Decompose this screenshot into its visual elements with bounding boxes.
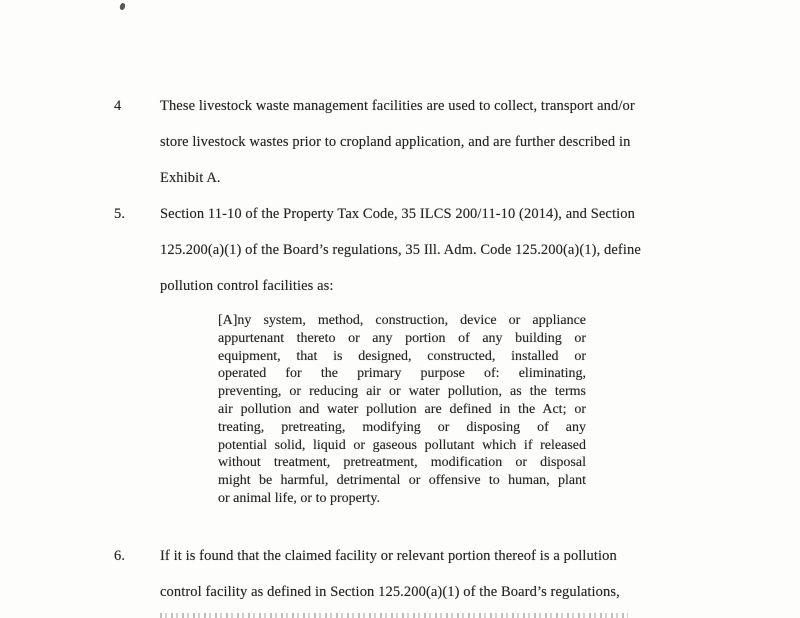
quote-line: air pollution and water pollution are defined in the Act; or bbox=[218, 401, 586, 417]
quote-line: or animal life, or to property. bbox=[218, 490, 380, 506]
quote-line: without treatment, pretreatment, modification or disposal bbox=[218, 455, 586, 471]
text-line: These livestock waste management facilities are used to collect, transport and/or bbox=[160, 98, 635, 114]
paragraph-5 bbox=[112, 196, 690, 304]
text-line: control facility as defined in Section 125.200(a)(1) of the Board’s regulations, bbox=[160, 583, 620, 600]
quote-line: preventing, or reducing air or water pollution, as the terms bbox=[218, 384, 586, 400]
quote-line: operated for the primary purpose of: eliminating, bbox=[218, 366, 586, 382]
quote-line: equipment, that is designed, constructed, installed or bbox=[218, 348, 586, 364]
statute-blockquote bbox=[218, 312, 586, 508]
quote-line: appurtenant thereto or any portion of any building or bbox=[218, 330, 586, 346]
quote-line: might be harmful, detrimental or offensive to human, plant bbox=[218, 473, 586, 489]
quote-line: [A]ny system, method, construction, device or appliance bbox=[218, 313, 586, 328]
paragraph-4 bbox=[112, 88, 690, 196]
quote-line: treating, pretreating, modifying or disposing of any bbox=[218, 419, 586, 435]
paragraph-6 bbox=[112, 538, 690, 610]
scan-artifact bbox=[119, 2, 126, 10]
text-line: Section 11-10 of the Property Tax Code, 35 ILCS 200/11-10 (2014), and Section bbox=[160, 206, 635, 222]
quote-line: potential solid, liquid or gaseous pollutant which if released bbox=[218, 437, 586, 453]
paragraph-6-number: 6. bbox=[114, 547, 126, 564]
document-content bbox=[112, 88, 690, 610]
clipped-text-line bbox=[160, 613, 628, 618]
paragraph-4-number: 4 bbox=[114, 98, 122, 114]
text-line: 125.200(a)(1) of the Board’s regulations, 35 Ill. Adm. Code 125.200(a)(1), define bbox=[160, 242, 641, 258]
paragraph-5-number: 5. bbox=[114, 206, 126, 222]
text-line: store livestock wastes prior to cropland application, and are further described in bbox=[160, 134, 631, 150]
text-line: pollution control facilities as: bbox=[160, 278, 334, 294]
text-line: Exhibit A. bbox=[160, 170, 221, 186]
text-line: If it is found that the claimed facility or relevant portion thereof is a pollution bbox=[160, 547, 617, 564]
